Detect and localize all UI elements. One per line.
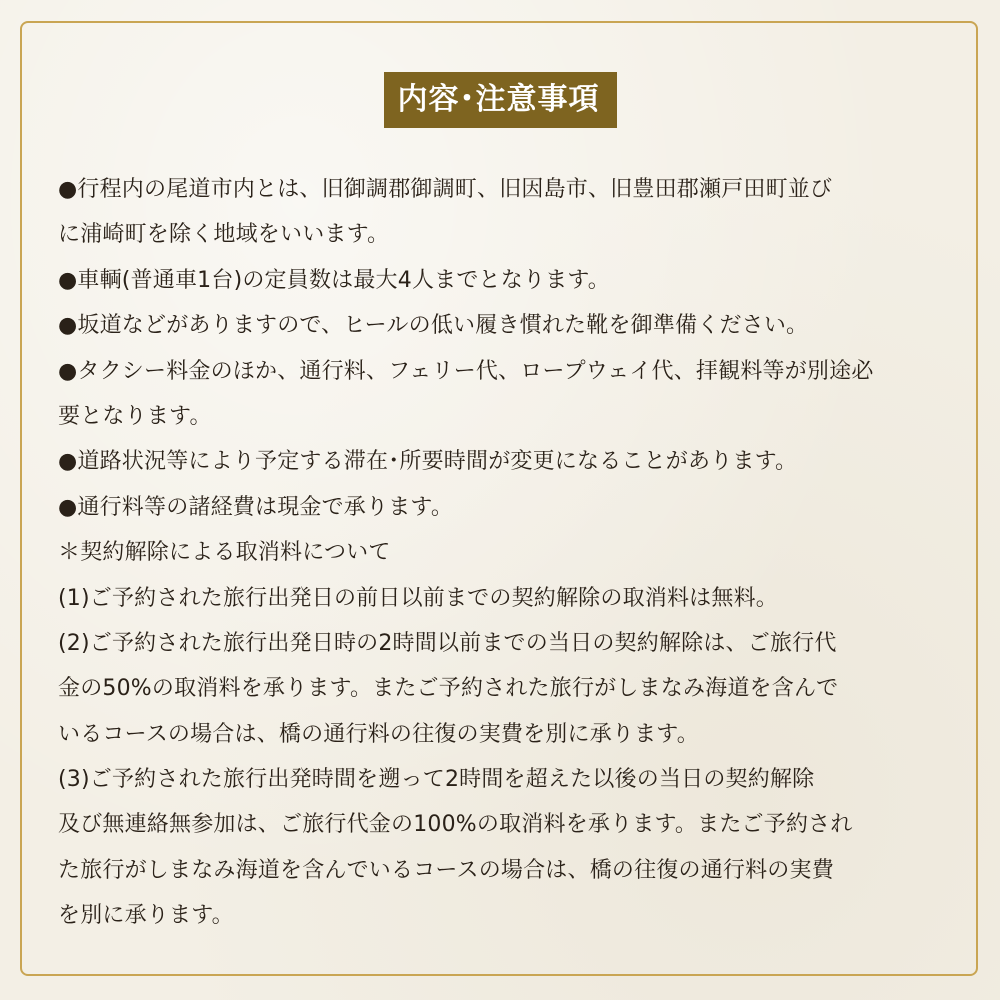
text-line-7: ●道路状況等により予定する滞在･所要時間が変更になることがあります。 xyxy=(58,449,798,475)
text-line-15: 及び無連絡無参加は、ご旅行代金の100%の取消料を承ります。またご予約され xyxy=(58,812,853,838)
text-line-5: ●タクシー料金のほか、通行料、フェリー代、ロープウェイ代、拝観料等が別途必 xyxy=(58,358,874,384)
text-line-17: を別に承ります。 xyxy=(58,903,234,929)
text-line-2: に浦崎町を除く地域をいいます。 xyxy=(58,222,390,248)
text-line-13: いるコースの場合は、橋の通行料の往復の実費を別に承ります。 xyxy=(58,721,699,747)
notice-body xyxy=(58,167,958,939)
text-line-1: ●行程内の尾道市内とは、旧御調郡御調町、旧因島市、旧豊田郡瀬戸田町並び xyxy=(58,177,833,202)
text-line-3: ●車輌(普通車1台)の定員数は最大4人までとなります。 xyxy=(58,267,610,293)
text-line-12: 金の50%の取消料を承ります。またご予約された旅行がしまなみ海道を含んで xyxy=(58,676,839,702)
section-heading: 内容･注意事項 xyxy=(384,72,617,128)
text-line-11: (2)ご予約された旅行出発日時の2時間以前までの当日の契約解除は、ご旅行代 xyxy=(58,630,837,656)
text-line-4: ●坂道などがありますので、ヒールの低い履き慣れた靴を御準備ください。 xyxy=(58,313,809,339)
text-line-8: ●通行料等の諸経費は現金で承ります。 xyxy=(58,494,454,520)
text-line-14: (3)ご予約された旅行出発時間を遡って2時間を超えた以後の当日の契約解除 xyxy=(58,767,815,793)
text-line-6: 要となります。 xyxy=(58,403,212,429)
text-line-16: た旅行がしまなみ海道を含んでいるコースの場合は、橋の往復の通行料の実費 xyxy=(58,857,834,883)
text-line-10: (1)ご予約された旅行出発日の前日以前までの契約解除の取消料は無料。 xyxy=(58,585,778,611)
text-line-9: ＊契約解除による取消料について xyxy=(58,540,391,566)
heading-container xyxy=(0,72,1000,128)
